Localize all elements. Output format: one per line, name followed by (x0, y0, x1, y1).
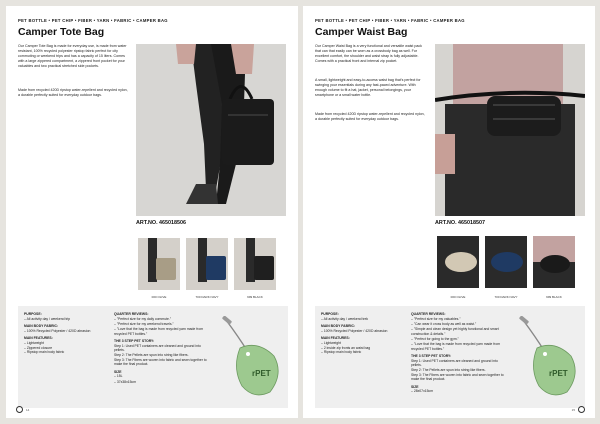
step-line: Step 1: Used PET containers are cleaned and ground into pellets. (114, 343, 201, 353)
right-page (303, 6, 595, 418)
list-item: – All activity day / weekend trip (24, 317, 104, 322)
features-heading: MAIN FEATURES: (321, 336, 350, 341)
list-item: – "Perfect size for my daily commute." (114, 317, 210, 322)
hero-image-tote (136, 44, 286, 216)
step-line: Step 1: Used PET containers are cleaned and ground into pellets. (411, 358, 498, 368)
rpet-hangtag (515, 316, 585, 402)
size-heading: SIZE (411, 384, 419, 389)
swatch-image-black (533, 236, 575, 288)
spec-panel (315, 306, 585, 408)
list-item: – "Can wear it cross body as well as waist." (411, 322, 507, 327)
spec-column-middle (411, 312, 507, 394)
purpose-heading: PURPOSE: (24, 312, 42, 316)
page-number: 15 (571, 408, 575, 412)
spec-panel (18, 306, 288, 408)
swatch-image-olive (437, 236, 479, 288)
fabric-heading: MAIN BODY FABRIC: (24, 324, 59, 329)
size-heading: SIZE (114, 369, 122, 374)
list-item: – "Perfect size for my weekend travels." (114, 322, 210, 327)
spec-column-middle (114, 312, 210, 385)
swatch-label: 700 DARK NAVY (494, 295, 518, 299)
brand-logo-icon (16, 406, 23, 413)
swatch-label: 999 BLACK (546, 295, 562, 299)
list-item: – Lightweight (321, 341, 401, 346)
intro-paragraph-2: Made from recycled 420D ripstop water-repellent and recycled nylon, a durable perfectly suited for everyday outdoor bags. (18, 88, 128, 97)
rpet-hangtag (218, 316, 288, 402)
intro-paragraph-3: Made from recycled 420D ripstop water-repellent and recycled nylon, a durable perfectly suited for everyday outdoor bags. (315, 112, 425, 121)
list-item: – 37x38x15cm (114, 380, 210, 385)
list-item: – "Love that the bag is made from recycled yarn made from recycled PET bottles." (411, 342, 507, 351)
list-item: – 28x07x15cm (411, 389, 507, 394)
page-title: Camper Tote Bag (18, 26, 105, 38)
intro-paragraph: Our Camper Waist Bag is a very functional and versatile waist pack that can that easily can be worn as a crossbody bag as well. For excellent comfort, the shoulder and waist strap is fully adjustable. Comes with a practical front and internal zip pocket. (315, 44, 422, 63)
step-line: Step 2: The Pellets are spun into string like fibers. (411, 367, 486, 372)
list-item: – 2 inside zip fronts an waist bag (321, 346, 401, 351)
list-item: – 15L (114, 374, 210, 379)
swatch-label: 700 DARK NAVY (195, 295, 219, 299)
list-item: – "Perfect for going to the gym." (411, 337, 507, 342)
swatch-label: 000 OLIVE (151, 295, 167, 299)
swatch-image-olive (138, 238, 180, 290)
list-item: – "Perfect size for my valuables." (411, 317, 507, 322)
purpose-heading: PURPOSE: (321, 312, 339, 316)
spec-column-left (321, 312, 401, 355)
reviews-heading: QUARTER REVIEWS: (411, 312, 446, 316)
swatch-image-navy (485, 236, 527, 288)
swatch-image-navy (186, 238, 228, 290)
list-item: – All activity day / weekend trek (321, 317, 401, 322)
list-item: – Ripstop main body fabric (24, 350, 104, 355)
brand-logo-icon (578, 406, 585, 413)
steps-heading: THE 3 STEP PET STORY: (114, 339, 155, 344)
rpet-logo-text: rPET (252, 369, 271, 378)
list-item: – "Simple and clean design yet highly functional and smart construction & details." (411, 327, 507, 336)
step-line: Step 2: The Pellets are spun into string like fibers. (114, 352, 189, 357)
hero-image-waist-bag (435, 44, 585, 216)
left-page (6, 6, 298, 418)
intro-paragraph-2: A small, lightweight and easy-to-access waist bag that's perfect for swinging your essentials during any fast-paced adventure. With enough volume to fit a hat, jacket, personal belongings, your smartphone or a small water bottle. (315, 78, 421, 97)
list-item: – 100% Recycled Polyester / 420D abrasion (321, 329, 401, 334)
step-line: Step 3: The Fibers are woven into fabric and sewn together to make the final product. (114, 357, 207, 367)
swatch-label: 999 BLACK (247, 295, 263, 299)
list-item: – Zippered closure (24, 346, 104, 351)
step-line: Step 3: The Fibers are woven into fabric and sewn together to make the final product. (411, 372, 504, 382)
swatch-image-black (234, 238, 276, 290)
swatch-label: 000 OLIVE (450, 295, 466, 299)
steps-heading: THE 3 STEP PET STORY: (411, 354, 452, 359)
list-item: – Ripstop main body fabric (321, 350, 401, 355)
intro-paragraph: Our Camper Tote Bag is made for everyday use, is made from water resistant, 100% recycled polyester ripstop fabric perfect for city commuting or weekend trips and has a capacity of 15 liters. Comes with a large zippered compartment, a zippered front pocket for your valuables and two practical stretched side pockets. (18, 44, 127, 68)
page-title: Camper Waist Bag (315, 26, 408, 38)
list-item: – 100% Recycled Polyester / 420D abrasion (24, 329, 104, 334)
breadcrumb: PET BOTTLE • PET CHIP • FIBER • YARN • FABRIC • CAMPER BAG (18, 18, 168, 23)
article-number: ART.NO. 465018506 (136, 220, 187, 226)
article-number: ART.NO. 465018507 (435, 220, 486, 226)
breadcrumb: PET BOTTLE • PET CHIP • FIBER • YARN • FABRIC • CAMPER BAG (315, 18, 465, 23)
list-item: – Lightweight (24, 341, 104, 346)
reviews-heading: QUARTER REVIEWS: (114, 312, 149, 316)
features-heading: MAIN FEATURES: (24, 336, 53, 341)
fabric-heading: MAIN BODY FABRIC: (321, 324, 356, 329)
page-number: 14 (26, 408, 30, 412)
rpet-logo-text: rPET (549, 369, 568, 378)
spec-column-left (24, 312, 104, 355)
list-item: – "Love that the bag is made from recycled yarn made from recycled PET bottles." (114, 327, 210, 336)
